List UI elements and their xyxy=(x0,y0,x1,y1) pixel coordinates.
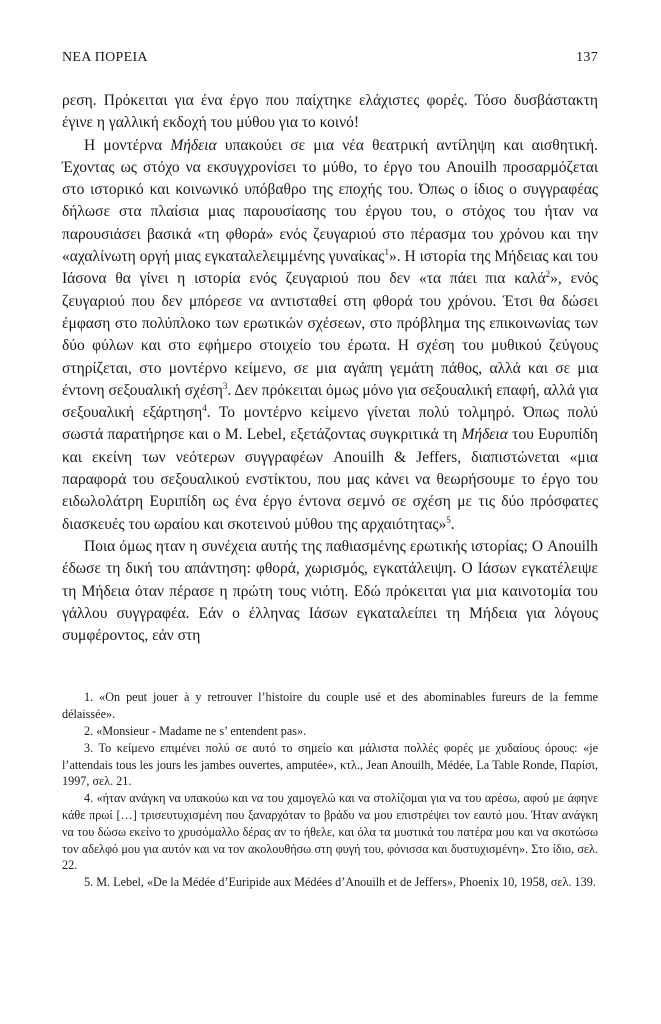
work-title-italic: Μήδεια xyxy=(170,136,217,154)
book-page xyxy=(62,50,598,891)
work-title-italic: Μήδεια xyxy=(461,426,508,444)
paragraph-text: . Το μοντέρνο κείμενο γίνεται πολύ τολμηρό. Όπως πολύ σωστά παρατήρησε και ο M. Lebel, εξετάζοντας συγκριτικά τη xyxy=(62,404,598,444)
paragraph-text: », ενός ζευγαριού που δεν μπόρεσε να αντισταθεί στη φθορά του χρόνου. Έτσι θα δώσει έμφαση στο πολύπλοκο των ερωτικών σχέσεων, στο πρόβλημα της επικοινωνίας των δύο φύλων και στο εφήμερο στοιχείο του έρωτα. Η σχέση του μυθικού ζεύγους στηρίζεται, στο μοντέρνο κείμενο, σε μια αγάπη γεμάτη πάθος, αλλά και σε μια έντονη σεξουαλική σχέση xyxy=(62,270,599,399)
footnote-5: 5. M. Lebel, «De la Médée d’Euripide aux Médées d’Anouilh et de Jeffers», Phoenix 10, 1958, σελ. 139. xyxy=(84,875,596,890)
footnote-1: 1. «On peut jouer à y retrouver l’histoire du couple usé et des abominables fureurs de la femme délaissée». xyxy=(62,690,598,722)
footnote-ref-1: 1 xyxy=(384,246,389,257)
paragraph-2 xyxy=(62,135,598,536)
paragraph-text: Ποια όμως ηταν η συνέχεια αυτής της παθιασμένης ερωτικής ιστορίας; Ο Anouilh έδωσε τη δική του απάντηση: φθορά, χωρισμός, εγκατάλειψη. Ο Ιάσων εγκατέλειψε τη Μήδεια όταν πέρασε η πρώτη τους νιότη. Εδώ πρόκειται για μια καινοτομία του γάλλου συγγραφέα. Εάν ο έλληνας Ιάσων εγκαταλείπει τη Μήδεια για λόγους συμφέροντος, εάν στη xyxy=(62,537,598,645)
running-title: ΝΕΑ ΠΟΡΕΙΑ xyxy=(62,50,148,65)
footnote-ref-3: 3 xyxy=(222,380,228,391)
footnote-ref-5: 5 xyxy=(446,514,451,525)
paragraph-text: ρεση. Πρόκειται για ένα έργο που παίχτηκε ελάχιστες φορές. Τόσο δυσβάστακτη έγινε η γαλλική εκδοχή του μύθου για το κοινό! xyxy=(62,92,598,132)
footnote-4: 4. «ήταν ανάγκη να υπακούω και να του χαμογελώ και να στολίζομαι για να του αρέσω, αφού με άφηνε κάθε πρωί […] τρισευτυχισμένη που ξαναρχόταν το βράδυ να μου επιστρέψει τον εαυτό μου. Ήταν ανάγκη να του δώσω εκείνο το χρυσόμαλλο δέρας αν το ήθελε, και όλα τα μυστικά του πατέρα μου και να σκοτώσω τον αδελφό μου για αυτόν και να τον ακολουθήσω στη φυγή του, φόνισσα και δυστυχισμένη». Στο ίδιο, σελ. 22. xyxy=(62,791,598,873)
page-number: 137 xyxy=(576,50,598,65)
footnote-2: 2. «Monsieur - Madame ne s’ entendent pas». xyxy=(84,724,307,739)
paragraph-text: . xyxy=(450,515,455,533)
paragraph-1 xyxy=(62,90,598,135)
footnote-ref-4: 4 xyxy=(202,403,207,413)
paragraph-3 xyxy=(62,536,598,647)
paragraph-text: υπακούει σε μια νέα θεατρική αντίληψη και αισθητική. Έχοντας ως στόχο να εκσυγχρονίσει το μύθο, το έργο του Anouilh προσαρμόζεται στο ιστορικό και κοινωνικό υπόβαθρο της εποχής του. Όπως ο ίδιος ο συγγραφέας δήλωσε στα πλαίσια μιας παρουσίασης του έργου του, ο στόχος του ήταν να παρουσιάσει βασικά «τη φθορά» ενός ζευγαριού στο πέρασμα του χρόνου και την «αχαλίνωτη οργή μιας εγκαταλελειμμένης γυναίκας xyxy=(62,136,598,266)
paragraph-text: Η μοντέρνα xyxy=(84,136,171,154)
footnotes xyxy=(62,689,598,891)
footnote-ref-2: 2 xyxy=(545,269,551,280)
main-text xyxy=(62,90,598,647)
page-header xyxy=(62,50,598,66)
paragraph-text: του Ευρυπίδη και εκείνη των νεότερων συγγραφέων Anouilh & Jeffers, διαπιστώνεται «μια παραφορά του σεξουαλικού ενστίκτου, που μας κάνει να θεωρήσουμε το έργο του ειδωλολάτρη Ευριπίδη ως ένα έργο έντονα σεμνό σε σχέση με τις δύο πρόσφατες διασκευές του ωραίου και σκοτεινού μύθου της αρχαιότητας» xyxy=(62,426,598,533)
footnote-3: 3. Το κείμενο επιμένει πολύ σε αυτό το σημείο και μάλιστα πολλές φορές με χυδαίους όρους: «je l’attendais tous les jours les jambes ouvertes, amputée», κτλ., Jean Anouilh, Médée, La Table Ronde, Παρίσι, 1997, σελ. 21. xyxy=(62,740,598,789)
paragraph-text: ». Η ιστορία της Μήδειας και του Ιάσονα θα γίνει η ιστορία ενός ζευγαριού που δεν «τα πάει πια καλά xyxy=(62,248,598,288)
paragraph-text: . Δεν πρόκειται όμως μόνο για σεξουαλική επαφή, αλλά για σεξουαλική εξάρτηση xyxy=(62,381,598,422)
